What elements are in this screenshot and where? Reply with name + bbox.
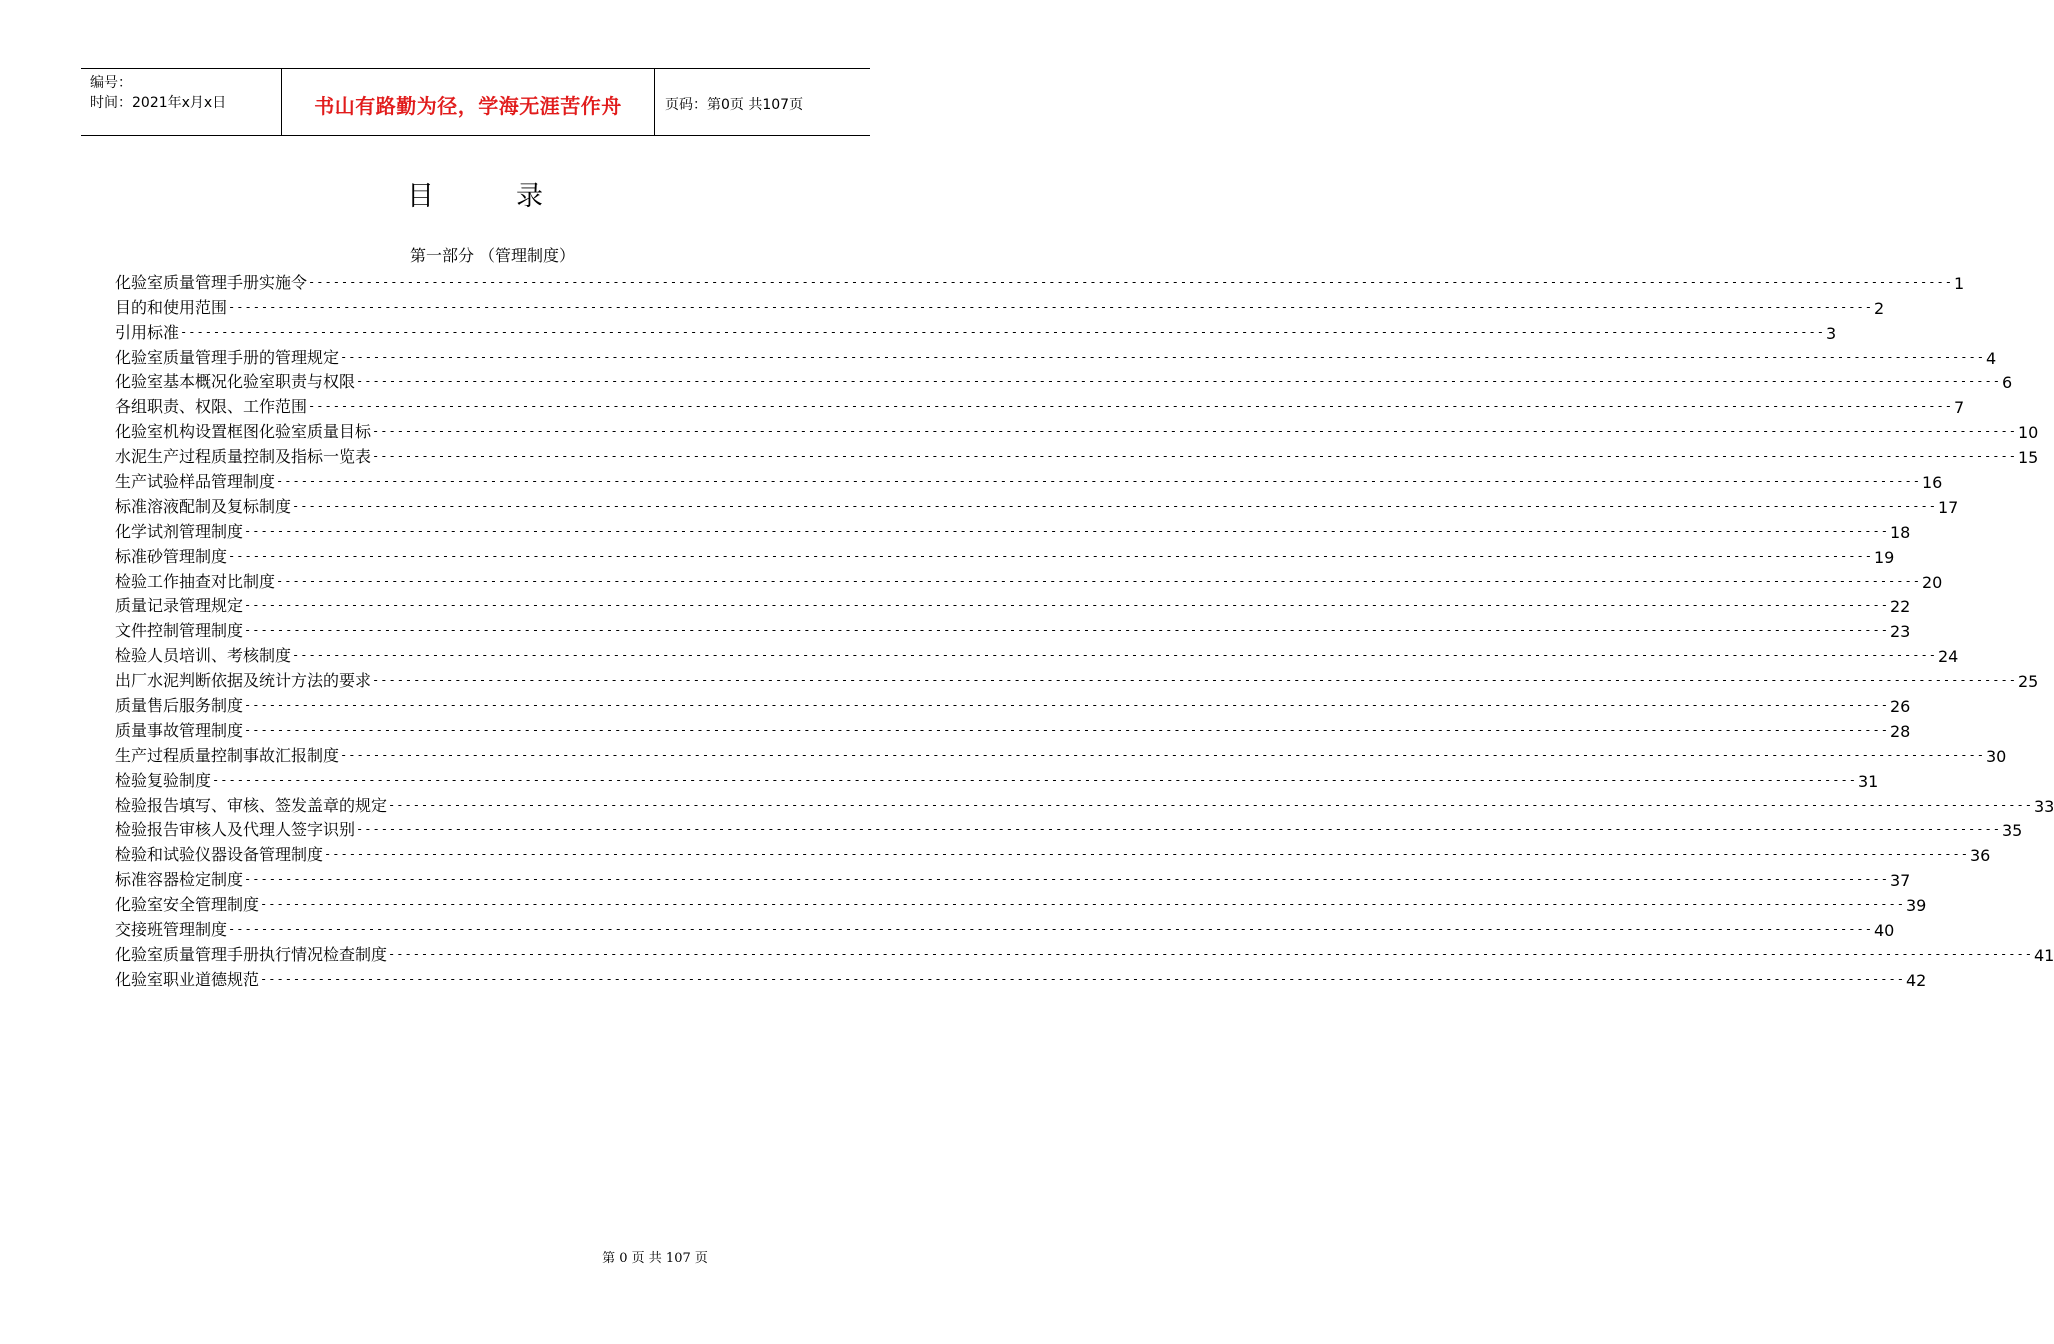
toc-dot-leader: -------------------------------------------------------------------------------------------------------------------------------------------------------------------------------------------------------- [324, 847, 1969, 862]
toc-entry[interactable] [115, 766, 1879, 791]
toc-entry-title: 检验报告审核人及代理人签字识别 [115, 820, 356, 840]
toc-entry-title: 各组职责、权限、工作范围 [115, 397, 308, 417]
toc-entry[interactable] [115, 467, 1943, 493]
toc-dot-leader: -------------------------------------------------------------------------------------------------------------------------------------------------------------------------------------------------------- [228, 299, 1873, 314]
toc-entry-title: 检验复验制度 [115, 770, 212, 790]
toc-entry-title: 检验和试验仪器设备管理制度 [115, 845, 324, 865]
toc-entry-page: 16 [1921, 473, 1943, 493]
toc-entry-title: 文件控制管理制度 [115, 621, 244, 641]
toc-entry[interactable] [115, 641, 1959, 667]
toc-entry[interactable] [115, 268, 1965, 293]
toc-entry-page: 24 [1937, 647, 1959, 667]
toc-dot-leader: -------------------------------------------------------------------------------------------------------------------------------------------------------------------------------------------------------- [340, 747, 1985, 762]
toc-entry-page: 37 [1889, 871, 1911, 891]
toc-entry-page: 22 [1889, 597, 1911, 617]
toc-dot-leader: -------------------------------------------------------------------------------------------------------------------------------------------------------------------------------------------------------- [372, 424, 2017, 439]
toc-entry-title: 化验室质量管理手册的管理规定 [115, 347, 340, 367]
toc-entry[interactable] [115, 592, 1911, 617]
toc-entry-title: 出厂水泥判断依据及统计方法的要求 [115, 671, 372, 691]
toc-entry[interactable] [115, 417, 2039, 443]
toc-dot-leader: -------------------------------------------------------------------------------------------------------------------------------------------------------------------------------------------------------- [308, 274, 1953, 289]
toc-entry-page: 36 [1969, 846, 1991, 866]
toc-entry[interactable] [115, 890, 1927, 916]
toc-entry-page: 39 [1905, 896, 1927, 916]
toc-entry-title: 化验室质量管理手册实施令 [115, 272, 308, 292]
toc-entry-title: 目的和使用范围 [115, 297, 228, 317]
toc-entry-page: 42 [1905, 970, 1927, 990]
toc-entry[interactable] [115, 716, 1911, 741]
toc-entry-page: 2 [1873, 298, 1885, 318]
toc-dot-leader: -------------------------------------------------------------------------------------------------------------------------------------------------------------------------------------------------------- [244, 623, 1889, 638]
toc-dot-leader: -------------------------------------------------------------------------------------------------------------------------------------------------------------------------------------------------------- [260, 897, 1905, 912]
toc-dot-leader: -------------------------------------------------------------------------------------------------------------------------------------------------------------------------------------------------------- [372, 673, 2017, 688]
header-motto: 书山有路勤为径，学海无涯苦作舟 [282, 69, 655, 135]
toc-entry-title: 检验工作抽查对比制度 [115, 571, 276, 591]
toc-entry-page: 40 [1873, 921, 1895, 941]
toc-entry-title: 生产过程质量控制事故汇报制度 [115, 745, 340, 765]
toc-entry-page: 19 [1873, 547, 1895, 567]
toc-entry-page: 23 [1889, 622, 1911, 642]
toc-dot-leader: -------------------------------------------------------------------------------------------------------------------------------------------------------------------------------------------------------- [260, 971, 1905, 986]
toc-entry[interactable] [115, 840, 1991, 866]
toc-entry-title: 标准砂管理制度 [115, 546, 228, 566]
toc-entry[interactable] [115, 691, 1911, 717]
toc-entry[interactable] [115, 442, 2039, 468]
toc-entry-title: 化验室基本概况化验室职责与权限 [115, 372, 356, 392]
toc-entry[interactable] [115, 816, 2023, 841]
toc-entry-page: 31 [1857, 771, 1879, 791]
toc-entry[interactable] [115, 741, 2007, 766]
toc-dot-leader: -------------------------------------------------------------------------------------------------------------------------------------------------------------------------------------------------------- [244, 523, 1889, 538]
toc-entry-page: 10 [2017, 423, 2039, 443]
toc-entry-title: 水泥生产过程质量控制及指标一览表 [115, 447, 372, 467]
header-meta-cell [81, 69, 282, 135]
toc-dot-leader: -------------------------------------------------------------------------------------------------------------------------------------------------------------------------------------------------------- [180, 324, 1825, 339]
toc-entry[interactable] [115, 392, 1965, 418]
toc-dot-leader: -------------------------------------------------------------------------------------------------------------------------------------------------------------------------------------------------------- [388, 797, 2033, 812]
toc-entry-title: 质量事故管理制度 [115, 720, 244, 740]
toc-dot-leader: -------------------------------------------------------------------------------------------------------------------------------------------------------------------------------------------------------- [276, 573, 1921, 588]
toc-entry[interactable] [115, 542, 1895, 567]
toc-entry-page: 4 [1985, 348, 1997, 368]
toc-entry-page: 17 [1937, 497, 1959, 517]
toc-dot-leader: -------------------------------------------------------------------------------------------------------------------------------------------------------------------------------------------------------- [276, 474, 1921, 489]
toc-entry[interactable] [115, 492, 1959, 517]
toc-dot-leader: -------------------------------------------------------------------------------------------------------------------------------------------------------------------------------------------------------- [292, 498, 1937, 513]
header-page-info: 页码：第0页 共107页 [665, 97, 804, 113]
toc-entry-page: 28 [1889, 721, 1911, 741]
document-number-label: 编号： [90, 75, 132, 91]
toc-entry[interactable] [115, 567, 1943, 592]
toc-dot-leader: -------------------------------------------------------------------------------------------------------------------------------------------------------------------------------------------------------- [292, 648, 1937, 663]
toc-dot-leader: -------------------------------------------------------------------------------------------------------------------------------------------------------------------------------------------------------- [308, 399, 1953, 414]
toc-entry-title: 检验报告填写、审核、签发盖章的规定 [115, 795, 388, 815]
toc-entry-page: 25 [2017, 672, 2039, 692]
toc-entry-page: 6 [2001, 373, 2013, 393]
toc-entry[interactable] [115, 865, 1911, 891]
toc-entry[interactable] [115, 965, 1927, 990]
toc-entry[interactable] [115, 517, 1911, 542]
page-header [81, 68, 870, 136]
toc-entry-title: 化验室安全管理制度 [115, 895, 260, 915]
toc-entry[interactable] [115, 666, 2039, 692]
toc-entry-title: 质量记录管理规定 [115, 596, 244, 616]
toc-entry[interactable] [115, 343, 1997, 368]
toc-entry-title: 化验室职业道德规范 [115, 969, 260, 989]
toc-entry-page: 41 [2033, 945, 2054, 965]
section-title: 第一部分 （管理制度） [409, 246, 576, 265]
toc-entry-page: 15 [2017, 448, 2039, 468]
toc-dot-leader: -------------------------------------------------------------------------------------------------------------------------------------------------------------------------------------------------------- [356, 374, 2001, 389]
toc-entry-title: 引用标准 [115, 322, 180, 342]
toc-dot-leader: -------------------------------------------------------------------------------------------------------------------------------------------------------------------------------------------------------- [244, 698, 1889, 713]
toc-entry-title: 交接班管理制度 [115, 920, 228, 940]
toc-entry-title: 化验室质量管理手册执行情况检查制度 [115, 944, 388, 964]
toc-entry-page: 26 [1889, 697, 1911, 717]
page-title: 目录 [407, 181, 625, 212]
toc-entry-page: 1 [1953, 273, 1965, 293]
toc-entry-page: 18 [1889, 522, 1911, 542]
toc-dot-leader: -------------------------------------------------------------------------------------------------------------------------------------------------------------------------------------------------------- [340, 349, 1985, 364]
table-of-contents [115, 268, 2054, 990]
toc-dot-leader: -------------------------------------------------------------------------------------------------------------------------------------------------------------------------------------------------------- [372, 449, 2017, 464]
toc-entry-page: 7 [1953, 398, 1965, 418]
toc-entry[interactable] [115, 616, 1911, 642]
toc-entry-page: 3 [1825, 323, 1837, 343]
toc-dot-leader: -------------------------------------------------------------------------------------------------------------------------------------------------------------------------------------------------------- [244, 872, 1889, 887]
toc-entry-page: 33 [2033, 796, 2054, 816]
toc-entry-title: 标准溶液配制及复标制度 [115, 496, 292, 516]
toc-dot-leader: -------------------------------------------------------------------------------------------------------------------------------------------------------------------------------------------------------- [356, 822, 2001, 837]
toc-dot-leader: -------------------------------------------------------------------------------------------------------------------------------------------------------------------------------------------------------- [212, 772, 1857, 787]
toc-entry-title: 化学试剂管理制度 [115, 521, 244, 541]
toc-entry[interactable] [115, 940, 2054, 965]
toc-entry[interactable] [115, 318, 1837, 343]
toc-dot-leader: -------------------------------------------------------------------------------------------------------------------------------------------------------------------------------------------------------- [244, 722, 1889, 737]
toc-entry-title: 检验人员培训、考核制度 [115, 646, 292, 666]
toc-entry-page: 30 [1985, 746, 2007, 766]
toc-entry[interactable] [115, 368, 2013, 393]
document-time-label: 时间：2021年x月x日 [90, 95, 227, 111]
toc-entry[interactable] [115, 915, 1895, 941]
toc-entry-title: 化验室机构设置框图化验室质量目标 [115, 422, 372, 442]
toc-dot-leader: -------------------------------------------------------------------------------------------------------------------------------------------------------------------------------------------------------- [228, 922, 1873, 937]
toc-entry-page: 35 [2001, 821, 2023, 841]
toc-entry-title: 生产试验样品管理制度 [115, 472, 276, 492]
toc-dot-leader: -------------------------------------------------------------------------------------------------------------------------------------------------------------------------------------------------------- [388, 946, 2033, 961]
toc-entry-title: 标准容器检定制度 [115, 870, 244, 890]
toc-entry[interactable] [115, 293, 1885, 318]
toc-entry-page: 20 [1921, 572, 1943, 592]
toc-entry[interactable] [115, 791, 2054, 816]
toc-entry-title: 质量售后服务制度 [115, 696, 244, 716]
page-footer: 第 0 页 共 107 页 [602, 1251, 708, 1266]
toc-dot-leader: -------------------------------------------------------------------------------------------------------------------------------------------------------------------------------------------------------- [244, 598, 1889, 613]
toc-dot-leader: -------------------------------------------------------------------------------------------------------------------------------------------------------------------------------------------------------- [228, 548, 1873, 563]
